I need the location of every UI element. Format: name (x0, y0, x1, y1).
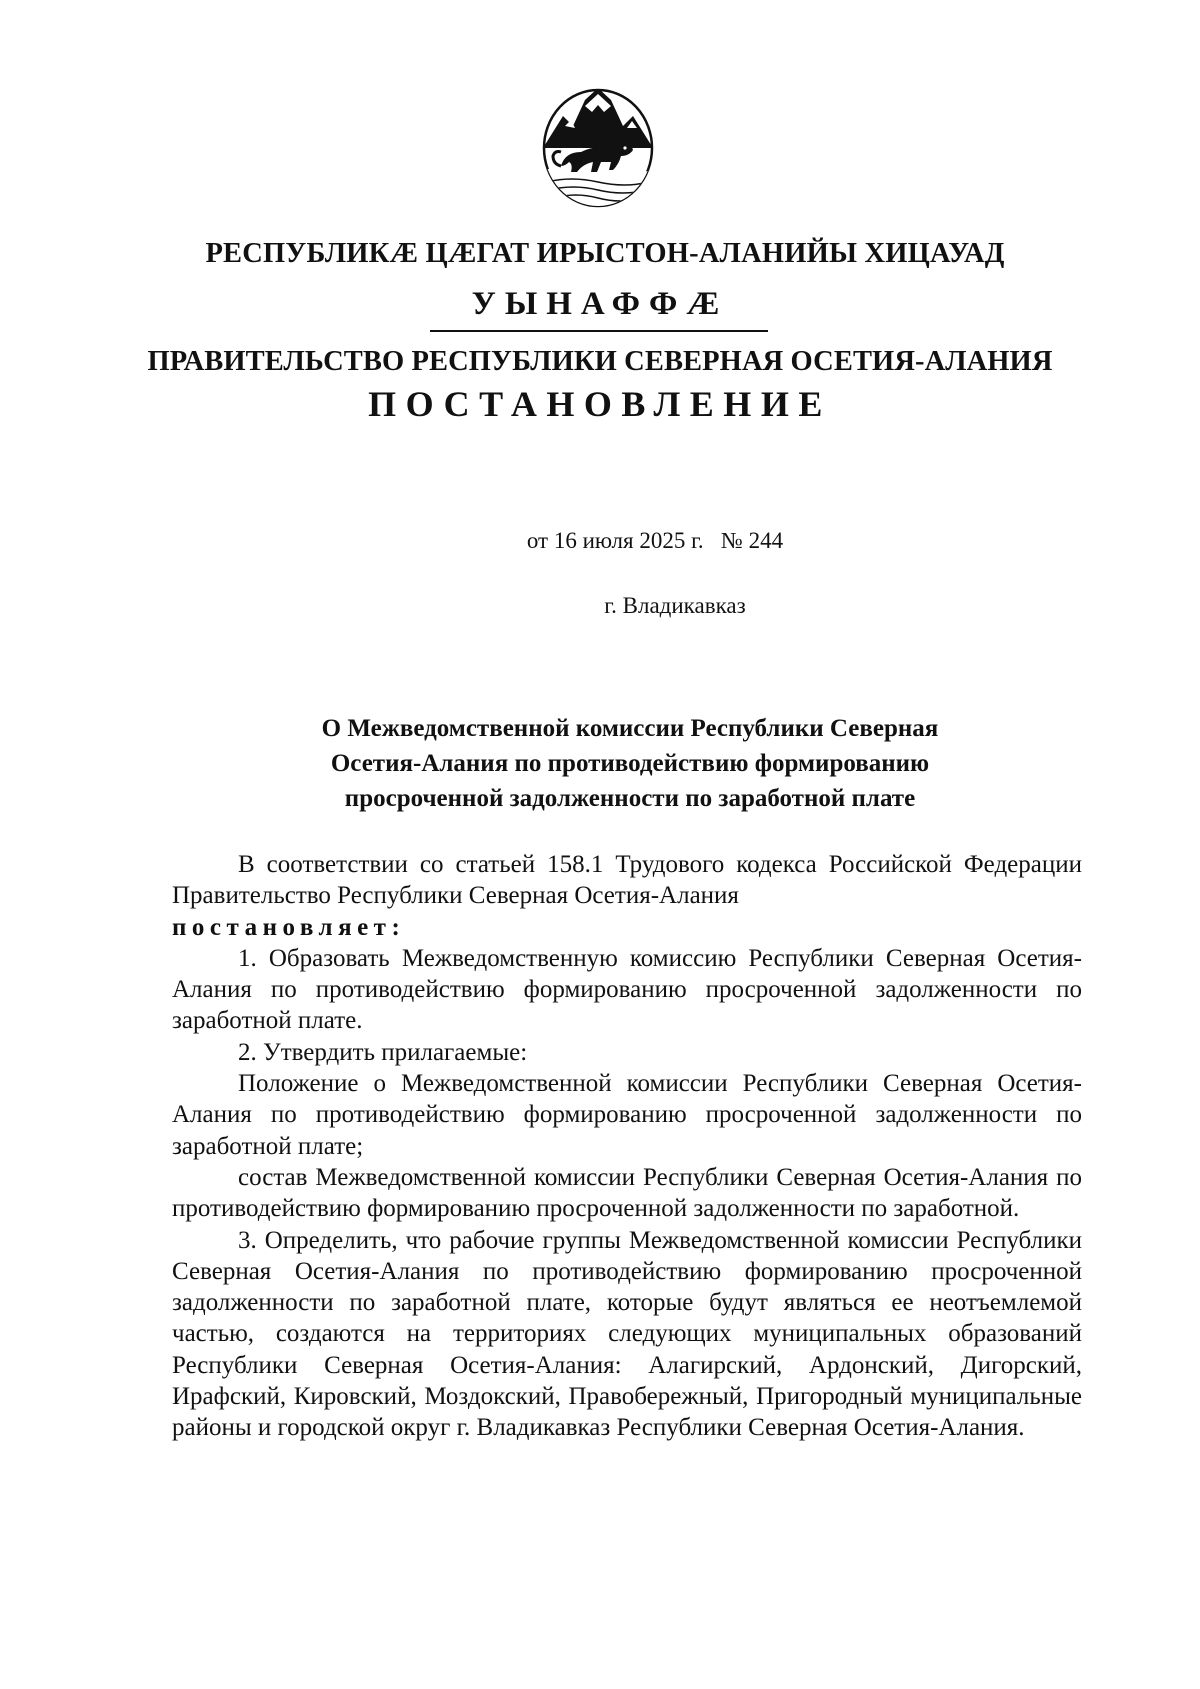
item-2: 2. Утвердить прилагаемые: (238, 1038, 528, 1066)
document-body (172, 849, 1082, 1444)
doc-type-ossetian: УЫНАФФӔ (471, 286, 729, 322)
city: г. Владикавказ (604, 593, 746, 618)
org-name-russian: ПРАВИТЕЛЬСТВО РЕСПУБЛИКИ СЕВЕРНАЯ ОСЕТИЯ-АЛАНИЯ (147, 346, 1053, 377)
item-1: 1. Образовать Межведомственную комиссию Республики Северная Осетия-Алания по противодействию формированию просроченной задолженности по заработной плате. (172, 944, 1082, 1035)
title-line: О Межведомственной комиссии Республики Северная (321, 715, 939, 742)
doc-type-russian: ПОСТАНОВЛЕНИЕ (368, 384, 832, 424)
item-2-regulation: Положение о Межведомственной комиссии Республики Северная Осетия-Алания по противодействию формированию просроченной задолженности по заработной плате; (172, 1070, 1082, 1160)
item-3: 3. Определить, что рабочие группы Межведомственной комиссии Республики Северная Осетия-Алания по противодействию формированию просроченной задолженности по заработной плате, которые будут являться ее неотъемлемой частью, создаются на территориях следующих муниципальных образований Республики Северная Осетия-Алания: Алагирский, Ардонский, Дигорский, Ирафский, Кировский, Моздокский, Правобережный, Пригородный муниципальные районы и городской округ г. Владикавказ Республики Северная Осетия-Алания. (172, 1226, 1082, 1442)
decree-paragraph (172, 912, 1082, 943)
org-name-ossetian: РЕСПУБЛИКӔ ЦӔГАТ ИРЫСТОН-АЛАНИЙЫ ХИЦАУАД (205, 238, 1005, 269)
item-2-composition: состав Межведомственной комиссии Республики Северная Осетия-Алания по противодействию формированию просроченной задолженности по заработной. (172, 1163, 1082, 1223)
preamble-text: В соответствии со статьей 158.1 Трудового кодекса Российской Федерации Правительство Республики Северная Осетия-Алания (172, 851, 1082, 910)
coat-of-arms-emblem (541, 86, 655, 208)
title-line: просроченной задолженности по заработной плате (344, 785, 916, 812)
document-title (220, 711, 1040, 816)
decree-word: постановляет: (172, 913, 406, 941)
preamble-paragraph (172, 849, 1082, 912)
date-and-number: от 16 июля 2025 г. № 244 (526, 528, 784, 553)
title-line: Осетия-Алания по противодействию формированию (330, 750, 930, 777)
header-divider (430, 330, 768, 332)
